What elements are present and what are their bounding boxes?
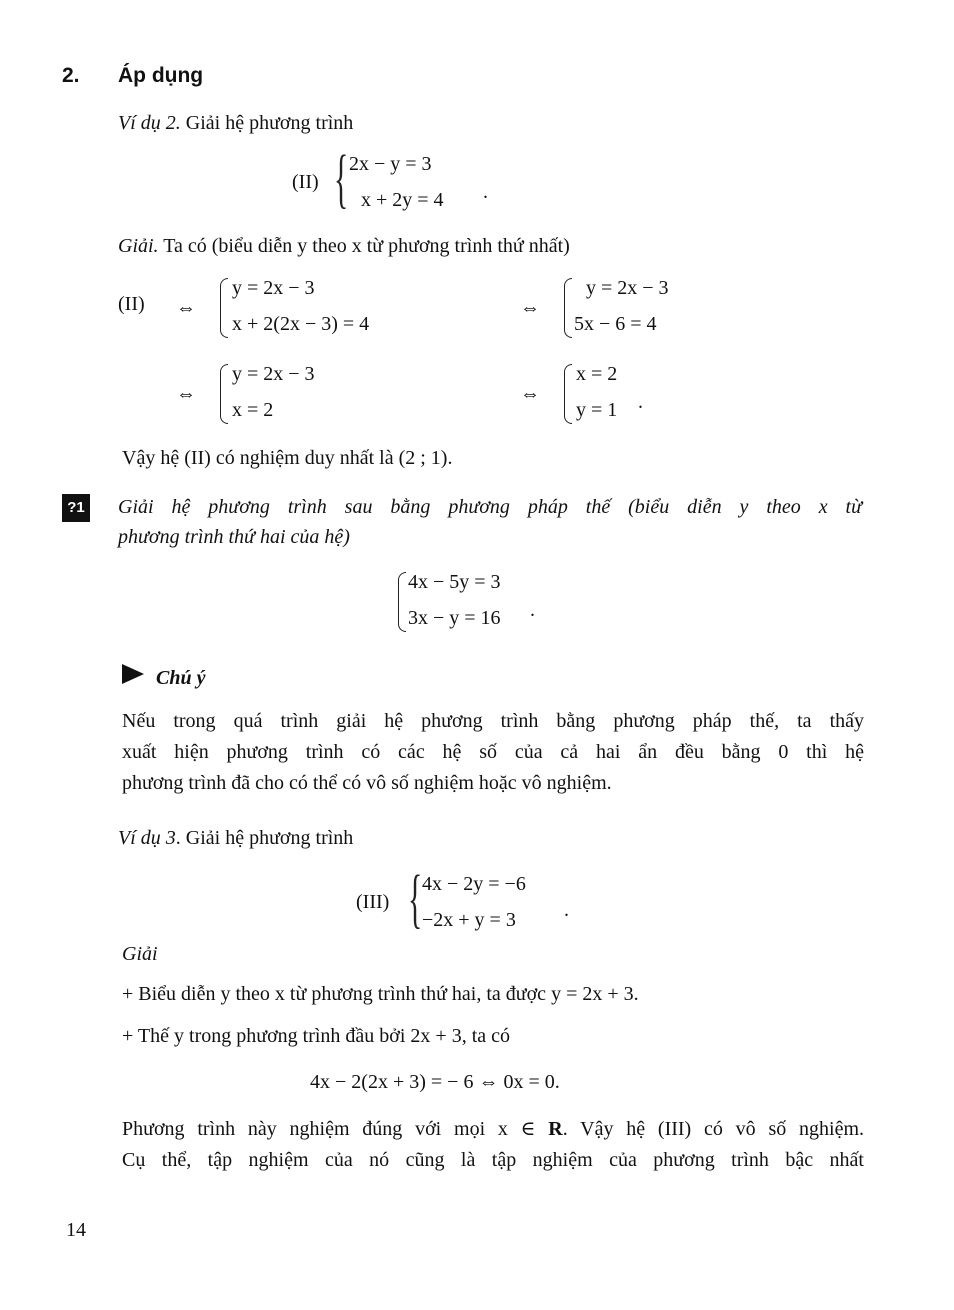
solution2-intro-text: Ta có (biểu diễn y theo x từ phương trình thứ nhất)	[158, 235, 570, 257]
step2-eq2: 5x − 6 = 4	[574, 313, 657, 335]
equivalence-icon: ⇔	[520, 297, 540, 319]
question1-end-mark: .	[530, 599, 535, 621]
question1-line2: phương trình thứ hai của hệ)	[118, 526, 350, 548]
arrow-bullet-icon	[122, 664, 144, 684]
brace-icon: {	[408, 862, 423, 935]
solution3-equation: 4x − 2(2x + 3) = − 6 ⇔ 0x = 0.	[310, 1071, 560, 1093]
equivalence-icon: ⇔	[520, 383, 540, 405]
step3-eq2: x = 2	[232, 399, 274, 421]
equivalence-icon: ⇔	[176, 297, 196, 319]
note-line2: xuất hiện phương trình có các hệ số của cả hai ẩn đều bằng 0 thì hệ	[122, 741, 864, 763]
note-paragraph	[122, 706, 864, 799]
note-line3: phương trình đã cho có thể có vô số nghiệm hoặc vô nghiệm.	[122, 772, 612, 794]
system-III-end-mark: .	[564, 899, 569, 921]
step2-eq1: y = 2x − 3	[586, 277, 669, 299]
solution3-step1: + Biểu diễn y theo x từ phương trình thứ hai, ta được y = 2x + 3.	[122, 983, 639, 1005]
step4-eq1: x = 2	[576, 363, 618, 385]
solution2-label: Giải.	[118, 235, 159, 257]
bracket-icon	[564, 364, 572, 424]
solution2-conclusion: Vậy hệ (II) có nghiệm duy nhất là (2 ; 1).	[122, 447, 453, 469]
system-III-eq1: 4x − 2y = −6	[422, 873, 526, 895]
solution3-para-line1-c: . Vậy hệ (III) có vô số nghiệm.	[562, 1118, 864, 1140]
page-number: 14	[66, 1219, 86, 1241]
step3-eq1: y = 2x − 3	[232, 363, 315, 385]
brace-icon: {	[334, 142, 349, 215]
solution3-paragraph	[122, 1114, 864, 1176]
step4-eq2: y = 1	[576, 399, 618, 421]
step1-eq2: x + 2(2x − 3) = 4	[232, 313, 370, 335]
question1-text	[118, 492, 862, 552]
bracket-icon	[398, 572, 406, 632]
system-II-name: (II)	[292, 171, 319, 193]
system-III-eq2: −2x + y = 3	[422, 909, 516, 931]
real-numbers-symbol: R	[548, 1118, 563, 1140]
question1-eq2: 3x − y = 16	[408, 607, 501, 629]
question1-line1: Giải hệ phương trình sau bằng phương pháp thế (biểu diễn y theo x từ	[118, 496, 862, 518]
solution3-step2: + Thế y trong phương trình đầu bởi 2x + 3, ta có	[122, 1025, 511, 1047]
solution3-para-line2: Cụ thể, tập nghiệm của nó cũng là tập nghiệm của phương trình bậc nhất	[122, 1149, 864, 1171]
example2-prompt: Giải hệ phương trình	[180, 112, 354, 134]
step4-end-mark: .	[638, 391, 643, 413]
bracket-icon	[564, 278, 572, 338]
example2-label: Ví dụ 2.	[118, 112, 181, 134]
system-II-eq1: 2x − y = 3	[349, 153, 432, 175]
question1-eq1: 4x − 5y = 3	[408, 571, 501, 593]
note-title: Chú ý	[156, 667, 206, 689]
bracket-icon	[220, 364, 228, 424]
solution3-label: Giải	[122, 943, 158, 965]
example3-label: Ví dụ 3	[118, 827, 176, 849]
solution3-para-line1	[122, 1114, 864, 1145]
solution3-para-line1-a: Phương trình này nghiệm đúng với mọi x ∈	[122, 1118, 549, 1140]
step1-eq1: y = 2x − 3	[232, 277, 315, 299]
solution2-system-name: (II)	[118, 293, 145, 315]
example2-heading	[118, 111, 353, 135]
example3-prompt: . Giải hệ phương trình	[175, 827, 354, 849]
solution2-intro	[118, 234, 570, 258]
example3-heading	[118, 826, 353, 850]
section-title: Áp dụng	[118, 64, 204, 87]
note-line1: Nếu trong quá trình giải hệ phương trình bằng phương pháp thế, ta thấy	[122, 710, 864, 732]
bracket-icon	[220, 278, 228, 338]
question-badge: ?1	[62, 494, 90, 522]
system-II-end-mark: .	[483, 181, 488, 203]
system-II-eq2: x + 2y = 4	[361, 189, 444, 211]
section-number: 2.	[62, 64, 80, 87]
equivalence-icon: ⇔	[176, 383, 196, 405]
system-III-name: (III)	[356, 891, 390, 913]
